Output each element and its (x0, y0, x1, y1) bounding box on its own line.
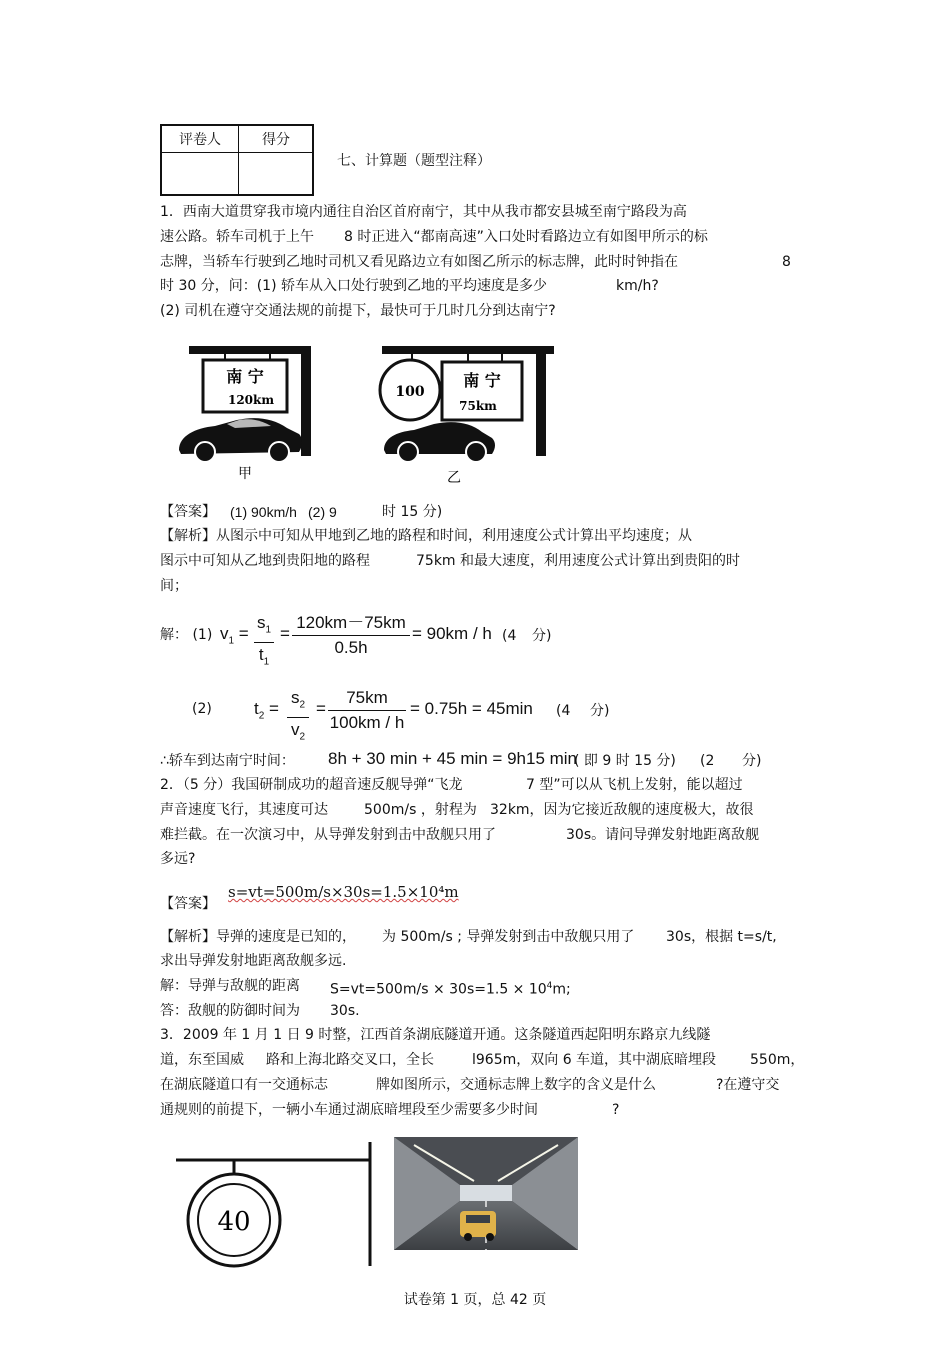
sol2-fraction-numeric: 75km 100km / h (329, 688, 405, 732)
q2-line: 32km，因为它接近敌舰的速度极大，故很 (490, 802, 754, 818)
q1-answer: 时 15 分) (382, 504, 443, 520)
sign-a-caption: 甲 (238, 466, 252, 482)
sol1-score: (4 (502, 628, 517, 644)
q1-conclusion-suffix: ( 即 9 时 15 分) (574, 753, 676, 769)
q3-line: ? (612, 1102, 620, 1118)
q2-answer-formula: s=vt=500m/s×30s=1.5×10⁴m (228, 883, 459, 901)
sign-a-distance: 120km (227, 393, 275, 407)
q3-line: 通规则的前提下，一辆小车通过湖底暗埋段至少需要多少时间 (160, 1102, 538, 1118)
q2-line: 500m/s ，射程为 (364, 802, 477, 818)
q3-line: 路和上海北路交叉口，全长 (266, 1052, 434, 1068)
q2-line: 2．（5 分）我国研制成功的超音速反舰导弹“飞龙 (160, 777, 463, 793)
q1-analysis: 间； (160, 578, 188, 594)
q2-line: 声音速度飞行，其速度可达 (160, 802, 328, 818)
q1-answer: (1) 90km/h (230, 504, 297, 520)
q3-line: 道，东至国威 (160, 1052, 244, 1068)
reviewer-header: 评卷人 (179, 132, 221, 148)
sign-b-city: 南 宁 (463, 371, 501, 390)
q1-analysis: 75km 和最大速度，利用速度公式计算出到贵阳的时 (416, 553, 741, 569)
sol1-fraction-symbolic: $s_1$ $t_1$ (254, 612, 274, 674)
sol2-score: (4 (556, 703, 571, 719)
section-title: 七、计算题（题型注释） (337, 153, 491, 169)
q3-line: l965m，双向 6 车道，其中湖底暗埋段 (472, 1052, 717, 1068)
q2-analysis: 【解析】导弹的速度是已知的， (160, 929, 356, 945)
q1-answer-label: 【答案】 (160, 504, 216, 520)
q2-reply: 答：敌舰的防御时间为 (160, 1003, 300, 1019)
figure-tunnel-photo (394, 1137, 578, 1250)
q2-analysis: 求出导弹发射地距离敌舰多远. (160, 953, 347, 969)
sign-b-speed: 100 (395, 384, 425, 400)
sol1-lhs: $v_1$ = (220, 624, 249, 647)
q1-answer: (2) 9 (308, 504, 337, 520)
figure-speed-limit-sign (170, 1140, 380, 1270)
q1-conclusion-prefix: ∴轿车到达南宁时间： (160, 753, 295, 769)
sol2-prefix: (2) (192, 701, 212, 717)
q1-analysis: 【解析】从图示中可知从甲地到乙地的路程和时间，利用速度公式计算出平均速度；从 (160, 528, 692, 544)
q2-line: 难拦截。在一次演习中，从导弹发射到击中敌舰只用了 (160, 827, 496, 843)
q1-line: (2) 司机在遵守交通法规的前提下，最快可于几时几分到达南宁? (160, 303, 556, 319)
sol2-equals: = (316, 699, 326, 718)
sol2-score-unit: 分) (590, 703, 610, 719)
q2-solution: 解：导弹与敌舰的距离 (160, 978, 300, 994)
q3-line: 3．2009 年 1 月 1 日 9 时整，江西首条湖底隧道开通。这条隧道西起阳明东路京九线隧 (160, 1027, 711, 1043)
q1-line: 8 时正进入“都南高速”入口处时看路边立有如图甲所示的标 (344, 229, 708, 245)
figure-sign-a (175, 342, 325, 487)
q1-conclusion-equation: 8h + 30 min + 45 min = 9h15 min (328, 749, 578, 768)
sign-a-city: 南 宁 (226, 367, 264, 386)
q1-line: km/h? (616, 278, 659, 294)
q2-analysis: 30s，根据 t=s/t, (666, 929, 777, 945)
page-footer: 试卷第 1 页，总 42 页 (403, 1292, 547, 1308)
q2-reply: 30s. (330, 1003, 360, 1019)
speed-limit-value: 40 (217, 1207, 251, 1237)
q2-analysis: 为 500m/s ; 导弹发射到击中敌舰只用了 (382, 929, 635, 945)
q1-line: 速公路。轿车司机于上午 (160, 229, 314, 245)
q3-line: 在湖底隧道口有一交通标志 (160, 1077, 328, 1093)
q1-conclusion-unit: 分) (742, 753, 762, 769)
score-header: 得分 (262, 132, 290, 148)
q1-line: 时 30 分，问：(1) 轿车从入口处行驶到乙地的平均速度是多少 (160, 278, 547, 294)
q2-solution: $S=vt=500m/s \times 30s=1.5 \times 10^4m$; (330, 981, 571, 998)
sol2-lhs: $t_2$ = (254, 699, 279, 722)
sol1-result: = 90km / h (412, 624, 492, 643)
sol1-prefix: 解： (1) (160, 627, 213, 643)
q3-line: ?在遵守交 (716, 1077, 780, 1093)
q1-analysis: 图示中可知从乙地到贵阳地的路程 (160, 553, 370, 569)
q1-line: 志牌，当轿车行驶到乙地时司机又看见路边立有如图乙所示的标志牌，此时时钟指在 (160, 254, 678, 270)
q1-line: 1．西南大道贯穿我市境内通往自治区首府南宁，其中从我市都安县城至南宁路段为高 (160, 204, 687, 220)
q1-line: 8 (782, 254, 791, 270)
figure-sign-b (372, 342, 562, 487)
sol2-result: = 0.75h = 45min (410, 699, 533, 718)
q2-answer-label: 【答案】 (160, 896, 216, 912)
sol1-fraction-numeric: 120km－75km 0.5h (292, 612, 410, 659)
sign-b-caption: 乙 (447, 470, 461, 486)
q2-line: 7 型”可以从飞机上发射，能以超过 (526, 777, 743, 793)
sol2-fraction-symbolic: $s_2$ $v_2$ (287, 687, 309, 749)
q2-line: 多远? (160, 851, 196, 867)
q3-line: 550m， (750, 1052, 805, 1068)
score-table (160, 124, 314, 196)
q3-line: 牌如图所示，交通标志牌上数字的含义是什么 (376, 1077, 656, 1093)
q1-conclusion-score: (2 (700, 753, 715, 769)
sign-b-distance: 75km (459, 399, 497, 413)
sol1-score-unit: 分) (532, 628, 552, 644)
q2-line: 30s。请问导弹发射地距离敌舰 (566, 827, 760, 843)
sol1-equals: = (280, 624, 290, 643)
